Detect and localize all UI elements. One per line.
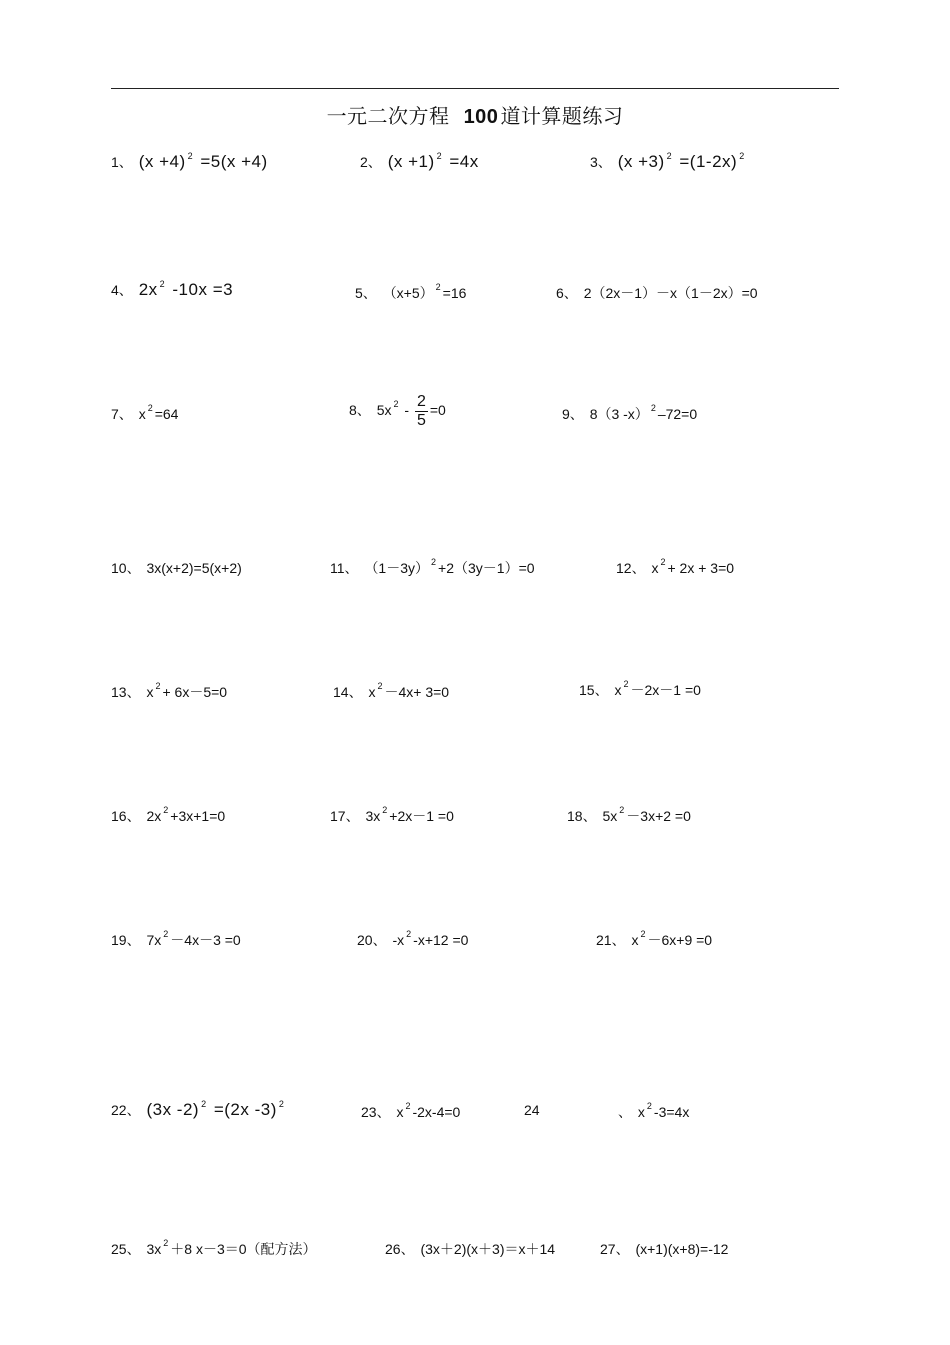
equation: 2x $^2$ -10x =3 (138, 278, 234, 299)
equation: (3x＋2)(x＋3)＝x＋14 (420, 1241, 556, 1257)
problem-number: 26、 (385, 1241, 415, 1257)
equation: 3x(x+2)=5(x+2) (146, 560, 242, 576)
equation: -x $^2$ -x+12 =0 (392, 928, 469, 948)
problem-number: 18、 (567, 808, 597, 824)
problem-number: 20、 (357, 932, 387, 948)
problem-number: 3、 (590, 154, 612, 170)
equation: x $^2$ -2x-4=0 (396, 1100, 461, 1120)
problem-21 (596, 930, 712, 950)
equation: (3x -2) $^2$ =(2x -3) $^2$ (146, 1098, 285, 1119)
equation: (x +1) $^2$ =4x (387, 150, 479, 171)
problem-25 (111, 1239, 317, 1259)
problem-26 (385, 1239, 555, 1259)
problem-24-number (524, 1102, 542, 1118)
problem-4 (111, 280, 233, 300)
problem-number: 21、 (596, 932, 626, 948)
page-title (0, 100, 950, 129)
problem-1 (111, 152, 268, 172)
equation: 2x $^2$ +3x+1=0 (146, 804, 226, 824)
problem-27 (600, 1239, 728, 1259)
problem-16 (111, 806, 225, 826)
problem-9 (562, 404, 697, 424)
problem-number: 4、 (111, 282, 133, 298)
problem-15 (579, 680, 701, 700)
problem-3 (590, 152, 747, 172)
equation: x $^2$ + 2x + 3=0 (651, 556, 735, 576)
problem-number: 23、 (361, 1104, 391, 1120)
equation: 5x $^2$ - $\frac{2}{5}$ =0 (376, 393, 446, 429)
problem-number: 27、 (600, 1241, 630, 1257)
problem-20 (357, 930, 468, 950)
problem-number: 17、 (330, 808, 360, 824)
equation: 8（3 -x） $^2$ –72=0 (589, 402, 698, 422)
equation: x $^2$ －4x+ 3=0 (368, 680, 450, 700)
equation: x $^2$ －6x+9 =0 (631, 928, 713, 948)
equation: (x +3) $^2$ =(1-2x) $^2$ (617, 150, 745, 171)
problem-5 (355, 283, 466, 303)
equation: 3x $^2$ ＋8 x－3＝0（配方法） (146, 1237, 317, 1257)
problem-number: 1、 (111, 154, 133, 170)
equation: (x +4) $^2$ =5(x +4) (138, 150, 268, 171)
equation: x $^2$ -3=4x (637, 1100, 690, 1120)
title-suffix: 道计算题练习 (500, 104, 624, 128)
problem-13 (111, 682, 227, 702)
problem-number: 25、 (111, 1241, 141, 1257)
problem-number: 13、 (111, 684, 141, 700)
problem-number: 11、 (330, 560, 359, 576)
problem-number: 2、 (360, 154, 382, 170)
problem-number: 10、 (111, 560, 141, 576)
equation: 5x $^2$ －3x+2 =0 (602, 804, 691, 824)
problem-7 (111, 404, 178, 424)
problem-number: 14、 (333, 684, 363, 700)
problem-18 (567, 806, 691, 826)
problem-10 (111, 558, 242, 578)
equation: (x+1)(x+8)=-12 (635, 1241, 729, 1257)
problem-6 (556, 283, 758, 303)
problem-number: 7、 (111, 406, 133, 422)
problem-8 (349, 393, 446, 430)
problem-14 (333, 682, 449, 702)
equation: （x+5） $^2$ =16 (382, 281, 467, 301)
problem-number: 6、 (556, 285, 578, 301)
problem-23 (361, 1102, 460, 1122)
equation: x $^2$ －2x－1 =0 (614, 678, 701, 698)
top-rule (111, 88, 839, 89)
equation: 7x $^2$ －4x－3 =0 (146, 928, 241, 948)
problem-number: 16、 (111, 808, 141, 824)
problem-number: 9、 (562, 406, 584, 422)
equation: x $^2$ + 6x－5=0 (146, 680, 228, 700)
problem-19 (111, 930, 241, 950)
title-number: 100 (463, 106, 499, 128)
problem-number: 12、 (616, 560, 646, 576)
problem-24 (618, 1102, 689, 1122)
title-prefix: 一元二次方程 (326, 104, 450, 128)
equation: 3x $^2$ +2x－1 =0 (365, 804, 454, 824)
problem-11 (330, 558, 535, 578)
problem-17 (330, 806, 454, 826)
problem-number: 5、 (355, 285, 377, 301)
problem-number: 22、 (111, 1102, 141, 1118)
problem-number: 8、 (349, 402, 371, 419)
problem-separator: 、 (618, 1104, 632, 1120)
problem-number: 15、 (579, 682, 609, 698)
equation: 2（2x－1）－x（1－2x）=0 (583, 285, 758, 301)
problem-number: 24 (524, 1102, 540, 1118)
problem-2 (360, 152, 479, 172)
fraction: $\frac{2}{5}$ (416, 393, 426, 429)
problem-12 (616, 558, 734, 578)
problem-22 (111, 1100, 286, 1120)
equation: x $^2$ =64 (138, 402, 179, 422)
equation: （1－3y） $^2$ +2（3y－1）=0 (364, 556, 535, 576)
problem-number: 19、 (111, 932, 141, 948)
